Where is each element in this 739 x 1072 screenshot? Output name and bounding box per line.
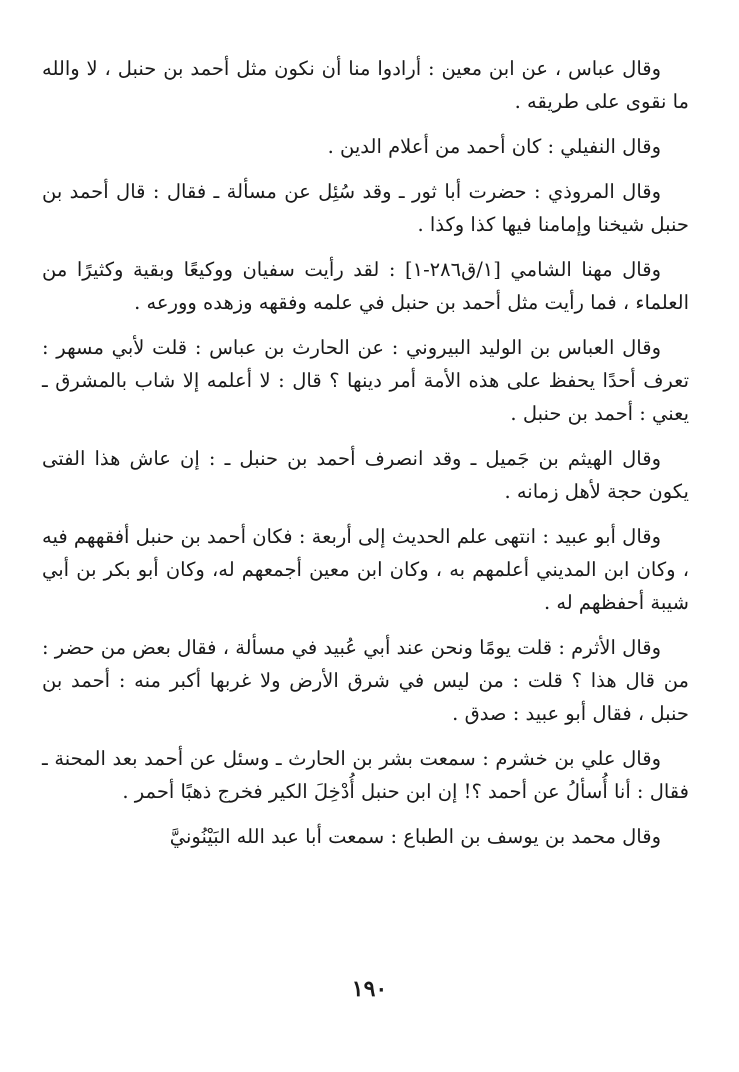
paragraph-2: وقال النفيلي : كان أحمد من أعلام الدين . — [327, 135, 661, 158]
paragraph-6: وقال الهيثم بن جَميل ـ وقد انصرف أحمد بن حنبل ـ : إن عاش هذا الفتى يكون حجة لأهل زمانه . — [42, 447, 689, 503]
paragraph-7: وقال أبو عبيد : انتهى علم الحديث إلى أربعة : فكان أحمد بن حنبل أفقههم فيه ، وكان ابن المديني أعلمهم به ، وكان ابن معين أجمعهم له، وكان أبو بكر بن أبي شيبة أحفظهم له . — [42, 525, 689, 614]
page-number: ١٩٠ — [351, 976, 388, 1002]
paragraph-3: وقال المروذي : حضرت أبا ثور ـ وقد سُئِل عن مسألة ـ فقال : قال أحمد بن حنبل شيخنا وإمامنا فيها كذا وكذا . — [42, 180, 689, 236]
paragraph-4: وقال مهنا الشامي [١/ق٢٨٦-١] : لقد رأيت سفيان ووكيعًا وبقية وكثيرًا من العلماء ، فما رأيت مثل أحمد بن حنبل في علمه وفقهه وزهده وورعه . — [42, 258, 689, 314]
paragraph-5: وقال العباس بن الوليد البيروني : عن الحارث بن عباس : قلت لأبي مسهر : تعرف أحدًا يحفظ على هذه الأمة أمر دينها ؟ قال : لا أعلمه إلا شاب بالمشرق ـ يعني : أحمد بن حنبل . — [42, 336, 689, 425]
paragraph-10: وقال محمد بن يوسف بن الطباع : سمعت أبا عبد الله البَيْنُونيَّ — [169, 825, 661, 848]
paragraph-1: وقال عباس ، عن ابن معين : أرادوا منا أن نكون مثل أحمد بن حنبل ، لا والله ما نقوى على طريقه . — [42, 57, 689, 113]
paragraph-9: وقال علي بن خشرم : سمعت بشر بن الحارث ـ وسئل عن أحمد بعد المحنة ـ فقال : أنا أُسألُ عن أحمد ؟! إن ابن حنبل أُدْخِلَ الكير فخرج ذهبًا أحمر . — [42, 747, 689, 803]
paragraph-8: وقال الأثرم : قلت يومًا ونحن عند أبي عُبيد في مسألة ، فقال بعض من حضر : من قال هذا ؟ قلت : من ليس في شرق الأرض ولا غربها أكبر منه : أحمد بن حنبل ، فقال أبو عبيد : صدق . — [42, 636, 689, 725]
page-body — [42, 52, 689, 865]
